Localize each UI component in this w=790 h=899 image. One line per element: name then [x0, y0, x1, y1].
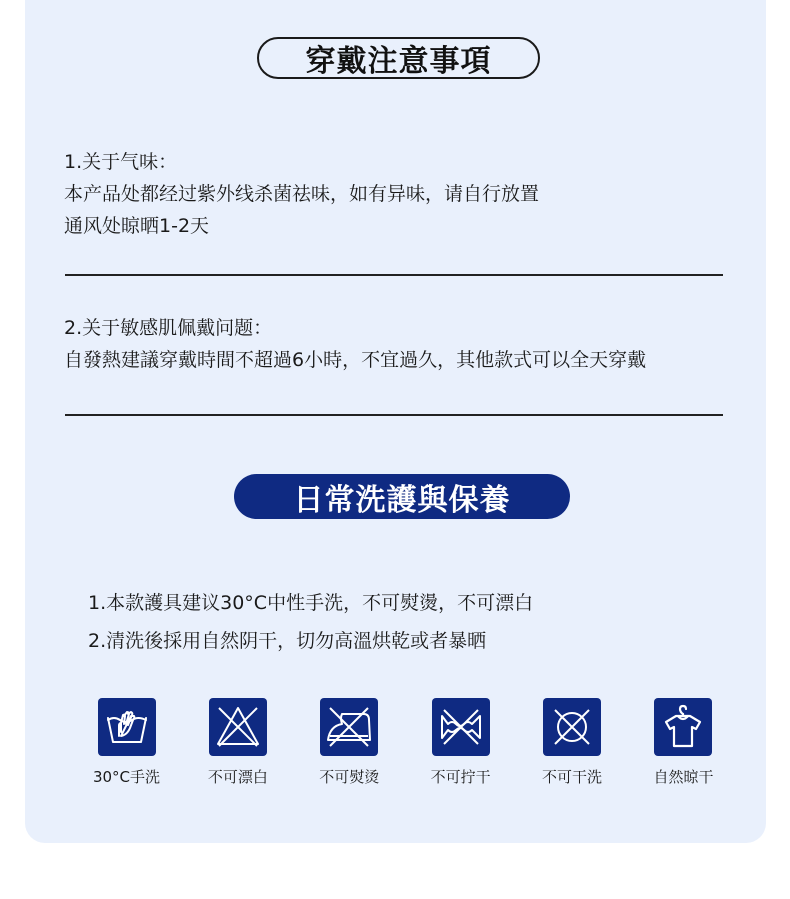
divider: [65, 274, 723, 276]
care-title-text: 日常洗護與保養: [293, 482, 511, 518]
care-icon-label: 30°C手洗: [92, 768, 161, 786]
care-instruction: 1.本款護具建议30°C中性手洗，不可熨燙，不可漂白: [88, 592, 534, 614]
care-instructions: [88, 584, 533, 660]
care-icon-item: [182, 698, 293, 787]
care-icon-label: 自然晾干: [653, 768, 714, 786]
wearing-notes-title: [257, 37, 540, 79]
line-dry-icon: [654, 698, 712, 756]
care-icon-label: 不可漂白: [207, 768, 268, 786]
no-iron-icon: [320, 698, 378, 756]
care-icon-item: [517, 698, 628, 787]
care-instruction: 2.清洗後採用自然阴干，切勿高溫烘乾或者暴晒: [88, 630, 487, 652]
care-icons: [71, 698, 739, 787]
divider: [65, 414, 723, 416]
care-icon-label: 不可熨烫: [319, 768, 380, 786]
note-odor-heading: 1.关于气味：: [64, 151, 178, 173]
note-sensitive-skin: [64, 312, 646, 376]
care-icon-item: [294, 698, 405, 787]
care-icon-item: [628, 698, 739, 787]
note-odor: [64, 146, 539, 242]
no-dry-clean-icon: [543, 698, 601, 756]
care-icon-label: 不可拧干: [430, 768, 491, 786]
note-odor-line: 本产品处都经过紫外线杀菌祛味，如有异味，请自行放置: [64, 183, 540, 205]
note-skin-heading: 2.关于敏感肌佩戴问题：: [64, 317, 273, 339]
no-wring-icon: [432, 698, 490, 756]
note-odor-line: 通风处晾晒1-2天: [64, 215, 210, 237]
hand-wash-30-icon: [98, 698, 156, 756]
no-bleach-icon: [209, 698, 267, 756]
care-icon-item: [71, 698, 182, 787]
care-icon-label: 不可干洗: [542, 768, 603, 786]
wearing-notes-title-text: 穿戴注意事項: [305, 44, 492, 79]
care-title: [234, 474, 570, 519]
note-skin-line: 自發熱建議穿戴時間不超過6小時，不宜過久，其他款式可以全天穿戴: [64, 349, 647, 371]
care-icon-item: [405, 698, 516, 787]
